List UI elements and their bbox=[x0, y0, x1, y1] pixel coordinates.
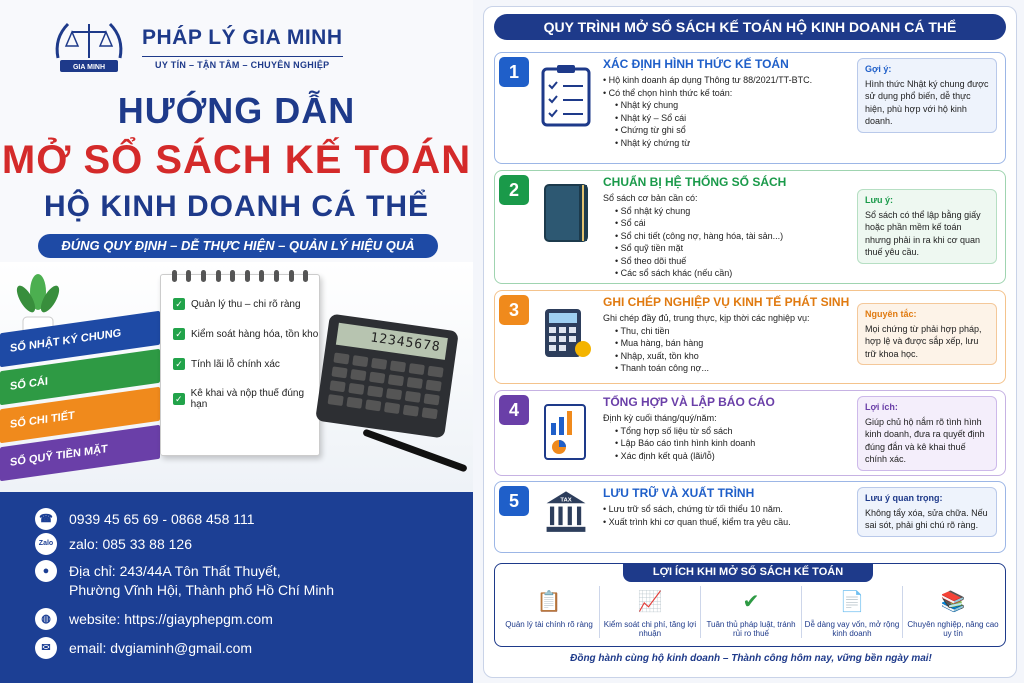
note-text: Sổ sách có thể lập bằng giấy hoặc phần mềm kế toán nhưng phải in ra khi cơ quan thuế yêu cầu. bbox=[865, 209, 981, 257]
step-card-2 bbox=[494, 170, 1006, 284]
step-number: 3 bbox=[499, 295, 529, 325]
ledger-book-icon bbox=[539, 181, 593, 245]
ledger-books-stack bbox=[0, 322, 160, 474]
note-text: Hình thức Nhật ký chung được sử dụng phổ biến, dễ thực hiện, phù hợp với hộ kinh doanh. bbox=[865, 78, 989, 126]
step-body bbox=[603, 412, 755, 462]
zalo-text: zalo: 085 33 88 126 bbox=[69, 536, 192, 552]
step-note bbox=[857, 396, 997, 471]
step-subline: • Sổ theo dõi thuế bbox=[615, 255, 687, 266]
contact-address bbox=[35, 560, 281, 582]
left-panel bbox=[0, 0, 473, 683]
checklist-item bbox=[173, 358, 319, 370]
step-title: LƯU TRỮ VÀ XUẤT TRÌNH bbox=[603, 486, 755, 500]
checkmark-icon: ✓ bbox=[173, 328, 185, 340]
clipboard-icon: 📋 bbox=[536, 590, 562, 613]
contact-zalo[interactable] bbox=[35, 533, 192, 555]
benefit-item bbox=[903, 586, 1003, 638]
step-subline: • Các sổ sách khác (nếu cần) bbox=[615, 268, 733, 278]
step-line: Định kỳ cuối tháng/quý/năm: bbox=[603, 413, 717, 423]
book-spine: SỔ QUỸ TIỀN MẶT bbox=[0, 425, 160, 481]
step-line: • Xuất trình khi cơ quan thuế, kiểm tra yêu cầu. bbox=[603, 516, 791, 527]
benefit-item bbox=[600, 586, 701, 638]
step-subline: • Tổng hợp số liệu từ sổ sách bbox=[615, 425, 733, 436]
headline-line-1: HƯỚNG DẪN bbox=[117, 90, 356, 131]
notepad-rings bbox=[161, 270, 319, 280]
checklist-item bbox=[173, 388, 319, 410]
step-note bbox=[857, 303, 997, 365]
tax-building-icon bbox=[539, 488, 593, 542]
logo-text: GIA MINH bbox=[72, 64, 106, 71]
process-panel bbox=[483, 6, 1017, 678]
step-card-1 bbox=[494, 52, 1006, 164]
step-number: 4 bbox=[499, 395, 529, 425]
benefit-item bbox=[802, 586, 903, 638]
note-title: Lưu ý: bbox=[865, 195, 894, 205]
step-subline: • Xác định kết quả (lãi/lỗ) bbox=[615, 450, 715, 461]
step-note bbox=[857, 58, 997, 133]
brand-header bbox=[50, 18, 343, 78]
contact-address-line-2 bbox=[69, 582, 334, 598]
step-number: 1 bbox=[499, 57, 529, 87]
step-line: • Lưu trữ sổ sách, chứng từ tối thiểu 10 năm. bbox=[603, 504, 783, 514]
footer-slogan: Đồng hành cùng hộ kinh doanh – Thành công hôm nay, vững bền ngày mai! bbox=[570, 653, 932, 664]
step-title: TỔNG HỢP VÀ LẬP BÁO CÁO bbox=[603, 395, 775, 409]
step-title: GHI CHÉP NGHIỆP VỤ KINH TẾ PHÁT SINH bbox=[603, 295, 850, 309]
calculator-display: 12345678 bbox=[336, 323, 448, 360]
tagline-pill: ĐÚNG QUY ĐỊNH – DỄ THỰC HIỆN – QUẢN LÝ HIỆU QUẢ bbox=[38, 234, 438, 258]
contact-panel bbox=[0, 492, 473, 683]
step-card-4 bbox=[494, 390, 1006, 476]
benefit-item bbox=[499, 586, 600, 638]
checklist-label: Tính lãi lỗ chính xác bbox=[191, 358, 280, 370]
phone-text: 0939 45 65 69 - 0868 458 111 bbox=[69, 511, 255, 527]
step-line: Ghi chép đầy đủ, trung thực, kịp thời các nghiệp vụ: bbox=[603, 313, 810, 323]
benefits-panel bbox=[494, 563, 1006, 647]
benefit-label: Kiểm soát chi phí, tăng lợi nhuận bbox=[603, 620, 697, 638]
binders-icon: 📚 bbox=[940, 590, 966, 613]
checklist-label: Kê khai và nộp thuế đúng hạn bbox=[190, 388, 305, 410]
process-title: QUY TRÌNH MỞ SỔ SÁCH KẾ TOÁN HỘ KINH DOANH CÁ THỂ bbox=[494, 14, 1006, 40]
step-number: 2 bbox=[499, 175, 529, 205]
step-note bbox=[857, 189, 997, 264]
step-number: 5 bbox=[499, 486, 529, 516]
step-subline: • Nhật ký chung bbox=[615, 100, 679, 110]
email-link[interactable]: email: dvgiaminh@gmail.com bbox=[69, 640, 253, 656]
benefit-label: Chuyên nghiệp, nâng cao uy tín bbox=[907, 620, 999, 638]
note-title: Lợi ích: bbox=[865, 402, 898, 412]
shield-check-icon: ✔ bbox=[742, 590, 760, 613]
growth-chart-icon: 📈 bbox=[637, 590, 663, 613]
checklist-item bbox=[173, 298, 319, 310]
step-subline: • Nhật ký – Sổ cái bbox=[615, 112, 687, 123]
envelope-icon: ✉ bbox=[35, 637, 57, 659]
benefit-label: Dễ dàng vay vốn, mở rộng kinh doanh bbox=[804, 620, 900, 638]
book-spine: SỔ NHẬT KÝ CHUNG bbox=[0, 311, 160, 367]
step-line: • Có thể chọn hình thức kế toán: bbox=[603, 87, 733, 98]
checklist-notepad bbox=[160, 274, 320, 456]
benefit-label: Tuân thủ pháp luật, tránh rủi ro thuế bbox=[706, 620, 796, 638]
illustration-scene bbox=[0, 262, 473, 492]
note-title: Nguyên tắc: bbox=[865, 309, 917, 319]
benefit-item bbox=[701, 586, 802, 638]
step-line: Sổ sách cơ bản cần có: bbox=[603, 193, 698, 203]
step-body bbox=[603, 74, 812, 149]
checkmark-icon: ✓ bbox=[173, 298, 185, 310]
checkmark-icon: ✓ bbox=[173, 358, 185, 370]
benefit-label: Quản lý tài chính rõ ràng bbox=[505, 620, 593, 629]
calculator-icon bbox=[315, 313, 459, 438]
pen-icon bbox=[362, 428, 468, 472]
checklist-item bbox=[173, 328, 319, 340]
step-subline: • Nhật ký chứng từ bbox=[615, 137, 691, 148]
globe-icon: ◍ bbox=[35, 608, 57, 630]
book-spine: SỔ CÁI bbox=[0, 349, 160, 405]
step-subline: • Lập Báo cáo tình hình kinh doanh bbox=[615, 438, 756, 448]
step-body bbox=[603, 312, 810, 375]
scales-of-justice-logo-icon bbox=[50, 18, 128, 78]
step-title: CHUẨN BỊ HỆ THỐNG SỔ SÁCH bbox=[603, 175, 787, 189]
checkmark-icon: ✓ bbox=[173, 393, 185, 405]
brand-slogan: UY TÍN – TẬN TÂM – CHUYÊN NGHIỆP bbox=[142, 56, 343, 70]
step-subline: • Thu, chi tiền bbox=[615, 325, 670, 336]
step-subline: • Sổ cái bbox=[615, 218, 646, 228]
zalo-icon: Zalo bbox=[35, 533, 57, 555]
headline-line-3: HỘ KINH DOANH CÁ THỂ bbox=[44, 190, 429, 223]
step-subline: • Nhập, xuất, tồn kho bbox=[615, 350, 699, 361]
phone-icon: ☎ bbox=[35, 508, 57, 530]
report-chart-icon bbox=[539, 401, 593, 465]
contact-phone[interactable] bbox=[35, 508, 255, 530]
checklist-label: Kiểm soát hàng hóa, tồn kho bbox=[191, 328, 319, 340]
note-text: Không tẩy xóa, sửa chữa. Nếu sai sót, phải ghi chú rõ ràng. bbox=[865, 507, 988, 530]
step-subline: • Mua hàng, bán hàng bbox=[615, 338, 704, 348]
note-text: Giúp chủ hộ nắm rõ tình hình kinh doanh, đưa ra quyết định đúng đắn và kê khai thuế chính xác. bbox=[865, 416, 985, 464]
checklist-label: Quản lý thu – chi rõ ràng bbox=[191, 298, 301, 310]
location-pin-icon: ● bbox=[35, 560, 57, 582]
brand-text bbox=[142, 26, 343, 70]
step-subline: • Chứng từ ghi sổ bbox=[615, 125, 686, 135]
address-line-1: Địa chỉ: 243/44A Tôn Thất Thuyết, bbox=[69, 563, 281, 579]
tax-label: TAX bbox=[560, 497, 572, 504]
note-title: Lưu ý quan trọng: bbox=[865, 493, 943, 503]
step-subline: • Sổ nhật ký chung bbox=[615, 205, 691, 216]
step-body bbox=[603, 192, 783, 280]
step-subline: • Thanh toán công nợ... bbox=[615, 363, 709, 373]
headline-line-2: MỞ SỔ SÁCH KẾ TOÁN bbox=[1, 138, 472, 182]
step-subline: • Sổ quỹ tiền mặt bbox=[615, 243, 684, 253]
benefits-title: LỢI ÍCH KHI MỞ SỔ SÁCH KẾ TOÁN bbox=[623, 563, 873, 582]
step-body bbox=[603, 503, 791, 528]
document-icon: 📄 bbox=[839, 590, 865, 613]
website-link[interactable]: website: https://giayphepgm.com bbox=[69, 611, 273, 627]
calculator-coins-icon bbox=[539, 301, 593, 365]
step-note bbox=[857, 487, 997, 537]
step-card-3 bbox=[494, 290, 1006, 384]
clipboard-checklist-icon bbox=[539, 63, 593, 127]
note-title: Gợi ý: bbox=[865, 64, 892, 74]
step-card-5 bbox=[494, 481, 1006, 553]
step-title: XÁC ĐỊNH HÌNH THỨC KẾ TOÁN bbox=[603, 57, 789, 71]
brand-name: PHÁP LÝ GIA MINH bbox=[142, 26, 343, 49]
book-spine: SỔ CHI TIẾT bbox=[0, 387, 160, 443]
step-subline: • Sổ chi tiết (công nợ, hàng hóa, tài sản...) bbox=[615, 230, 784, 241]
contact-email[interactable] bbox=[35, 637, 252, 659]
note-text: Mọi chứng từ phải hợp pháp, hợp lệ và được sắp xếp, lưu trữ khoa học. bbox=[865, 323, 982, 359]
step-line: • Hộ kinh doanh áp dụng Thông tư 88/2021/TT-BTC. bbox=[603, 75, 813, 85]
address-line-2: Phường Vĩnh Hội, Thành phố Hồ Chí Minh bbox=[69, 582, 335, 598]
contact-website[interactable] bbox=[35, 608, 273, 630]
